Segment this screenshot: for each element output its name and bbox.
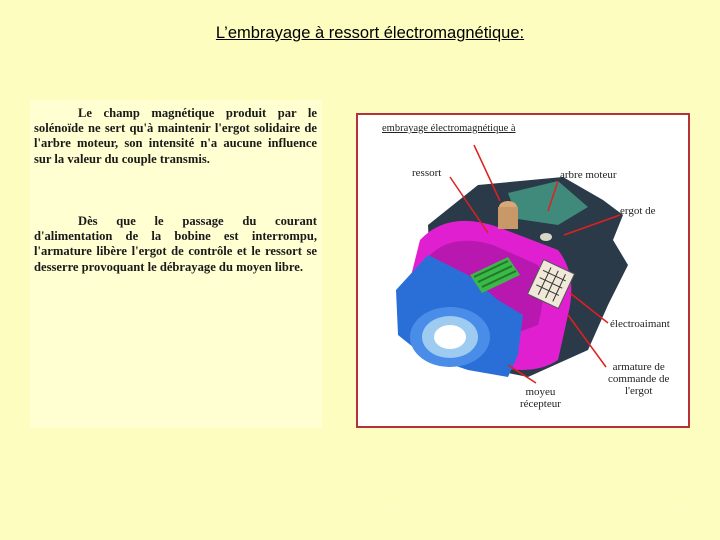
paragraph-2: Dès que le passage du courant d'alimentation de la bobine est interrompu, l'armature libère l'ergot de contrôle et le ressort se desserre provoquant le débrayage du moyen libre. bbox=[34, 214, 317, 274]
clutch-illustration bbox=[356, 113, 690, 428]
slide-title: L’embrayage à ressort électromagnétique: bbox=[215, 24, 525, 42]
hub-center bbox=[434, 325, 466, 349]
label-moyeu-line2: récepteur bbox=[520, 398, 561, 410]
figure-title: embrayage électromagnétique à bbox=[382, 123, 516, 134]
shaft bbox=[498, 207, 518, 229]
label-moyeu bbox=[520, 386, 561, 410]
paragraph-1: Le champ magnétique produit par le solénoïde ne sert qu'à maintenir l'ergot solidaire de l'arbre moteur, son intensité n'a aucune influence sur la valeur du couple transmis. bbox=[34, 106, 317, 166]
footer-right-number: 23 bbox=[678, 505, 691, 517]
label-electroaimant: électroaimant bbox=[610, 318, 670, 330]
label-armature-line2: commande de bbox=[608, 373, 670, 385]
text-panel bbox=[30, 100, 322, 428]
label-armature-line1: armature de bbox=[612, 361, 665, 373]
label-moyeu-line1: moyeu bbox=[525, 386, 556, 398]
label-ergot: ergot de bbox=[620, 205, 656, 217]
label-ressort: ressort bbox=[412, 167, 442, 179]
footer-left-number: 85 bbox=[392, 507, 405, 519]
label-arbre-moteur: arbre moteur bbox=[560, 169, 617, 181]
ergot-pin bbox=[540, 233, 552, 241]
label-armature-line3: l'ergot bbox=[624, 385, 653, 397]
label-armature bbox=[608, 361, 669, 397]
